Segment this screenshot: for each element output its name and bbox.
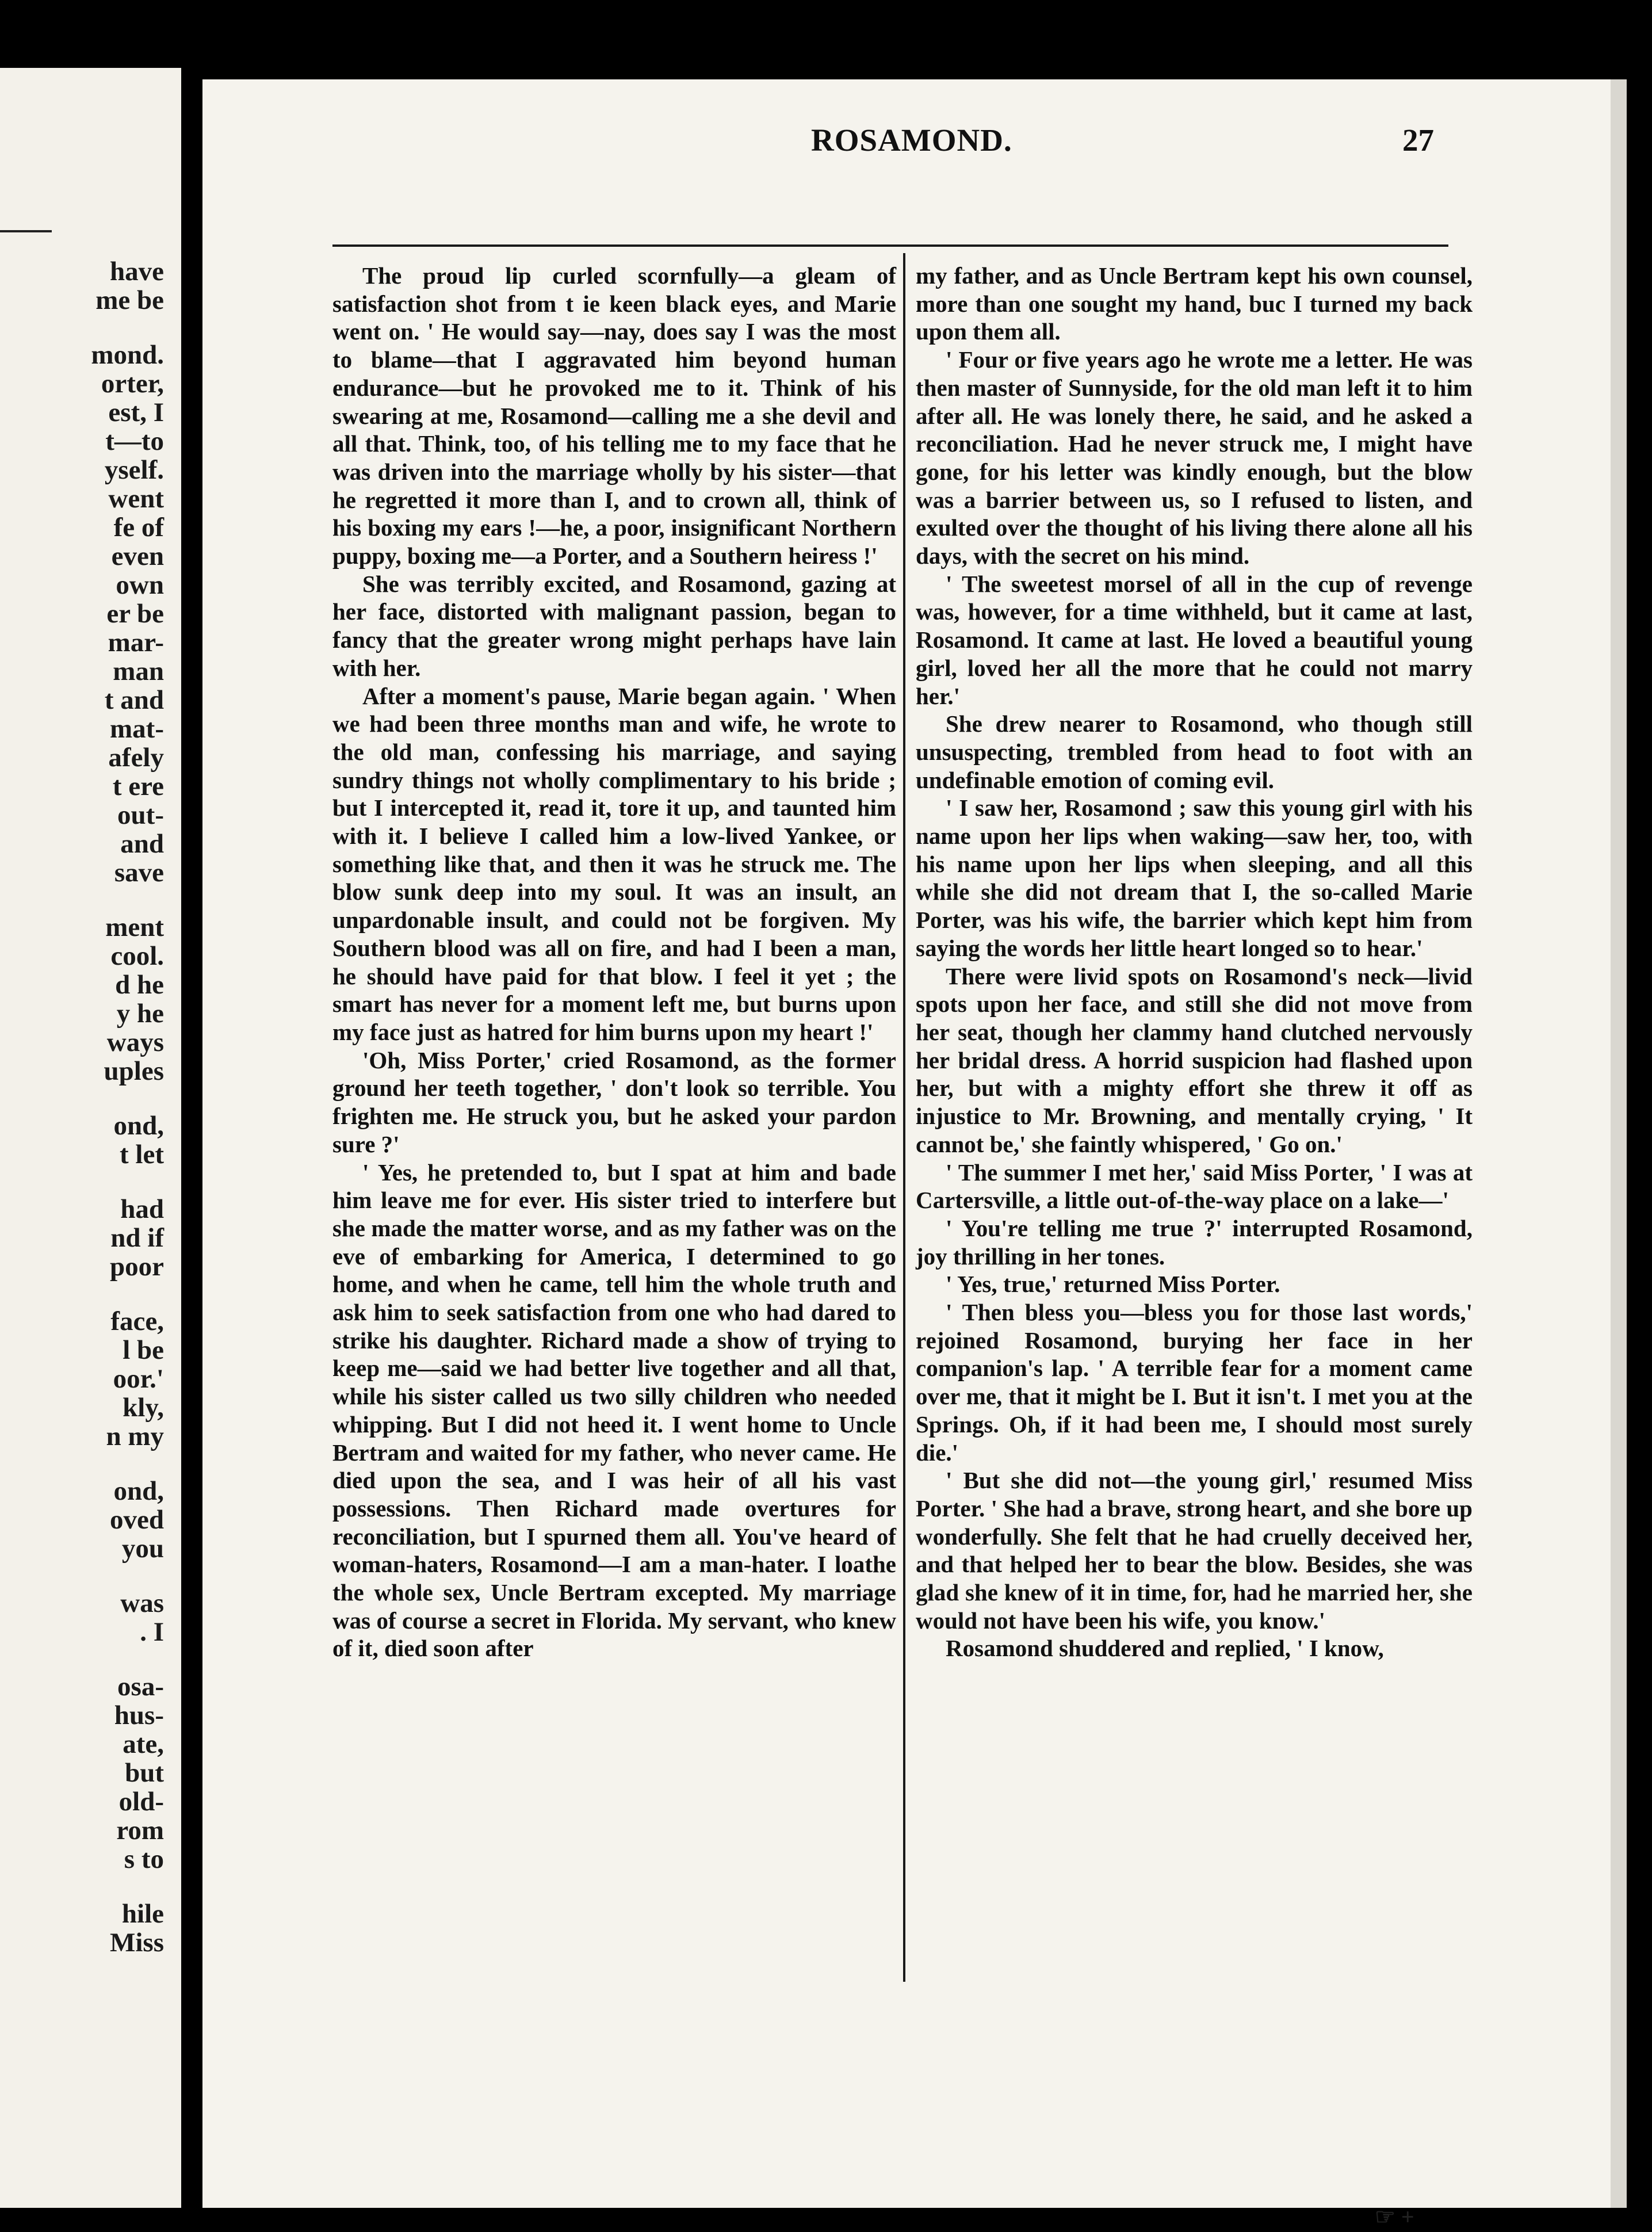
header-rule (332, 244, 1448, 247)
fragment-line: old- (118, 1787, 164, 1817)
paragraph: She drew nearer to Rosamond, who though still unsuspecting, trembled from head to foot with an undefinable emotion of coming evil. (916, 710, 1473, 793)
column-divider (903, 253, 905, 1982)
fragment-line: man (113, 656, 164, 686)
fragment-line: have (110, 257, 164, 286)
fragment-line: l be (123, 1335, 164, 1365)
fragment-line: t—to (105, 426, 164, 456)
fragment-line: cool. (110, 941, 164, 971)
fragment-line: s to (124, 1844, 164, 1874)
paragraph: After a moment's pause, Marie began again. ' When we had been three months man and wife, he wrote to the old man, confessing his marriage, and saying sundry things not wholly complimentary to his bride ; but I intercepted it, read it, tore it up, and taunted him with it. I believe I called him a low-lived Yankee, or something like that, and then it was he struck me. The blow sunk deep into my soul. It was an insult, an unpardonable insult, and could not be forgiven. My Southern blood was all on fire, and had I been a man, he should have paid for that blow. I feel it yet ; the smart has never for a moment left me, but burns upon my face just as hatred for him burns upon my heart !' (332, 682, 896, 1045)
fragment-line: mat- (110, 714, 164, 744)
fragment-line: rom (116, 1816, 164, 1845)
fragment-line: was (120, 1588, 164, 1618)
fragment-line: mar- (108, 628, 164, 658)
fragment-line: ment (105, 912, 164, 942)
fragment-line: ways (106, 1027, 164, 1057)
fragment-line: n my (106, 1421, 164, 1451)
fragment-line: save (114, 858, 164, 888)
paragraph: my father, and as Uncle Bertram kept his own counsel, more than one sought my hand, buc I turned my back upon them all. (916, 262, 1473, 345)
fragment-line: ond, (113, 1111, 164, 1141)
paragraph: ' Yes, he pretended to, but I spat at him and bade him leave me for ever. His sister tried to interfere but she made the matter worse, and as my father was on the eve of embarking for America, I determined to go home, and when he came, tell him the whole truth and ask him to seek satisfaction from one who had dared to strike his daughter. Richard made a show of trying to keep me—said we had better live together and all that, while his sister called us two silly children who needed whipping. But I did not heed it. I went home to Uncle Bertram and waited for my father, who never came. He died upon the sea, and I was heir of all his vast possessions. Then Richard made overtures for reconciliation, but I spurned them all. You've heard of woman-haters, Rosamond—I am a man-hater. I loathe the whole sex, Uncle Bertram excepted. My marriage was of course a secret in Florida. My servant, who knew of it, died soon after (332, 1159, 896, 1662)
text-column-left (332, 262, 896, 1662)
fragment-line: t ere (112, 771, 164, 801)
fragment-line: face, (110, 1306, 164, 1336)
paragraph: She was terribly excited, and Rosamond, gazing at her face, distorted with malignant passion, began to fancy that the greater wrong might perhaps have lain with her. (332, 570, 896, 681)
fragment-line: y he (116, 999, 164, 1029)
paragraph: ' Yes, true,' returned Miss Porter. (946, 1271, 1280, 1298)
fragment-line: d he (115, 970, 164, 1000)
fragment-line: osa- (117, 1672, 164, 1702)
fragment-line: me be (95, 285, 164, 315)
corner-mark: ☞ + (1375, 2204, 1414, 2230)
fragment-line: fe of (113, 513, 164, 542)
fragment-line: own (116, 570, 164, 600)
paragraph: ' But she did not—the young girl,' resumed Miss Porter. ' She had a brave, strong heart, and she bore up wonderfully. She felt that he had cruelly deceived her, and that helped her to bear the blow. Besides, she was glad she knew of it in time, for, had he married her, she would not have been his wife, you know.' (916, 1467, 1473, 1634)
facing-page-fragment (0, 68, 181, 2208)
paragraph: Rosamond shuddered and replied, ' I know, (946, 1635, 1384, 1662)
fragment-line: mond. (91, 340, 164, 370)
fragment-line: oved (110, 1505, 164, 1535)
paragraph: ' The sweetest morsel of all in the cup of revenge was, however, for a time withheld, but it came at last, Rosamond. It came at last. He loved a beautiful young girl, loved her all the more that he could not marry her.' (916, 570, 1473, 709)
fragment-line: out- (117, 800, 164, 830)
fragment-line: but (125, 1758, 164, 1788)
fragment-line: hile (121, 1899, 164, 1929)
page-edge (1611, 79, 1627, 2208)
fragment-line: . I (140, 1617, 164, 1647)
paragraph: 'Oh, Miss Porter,' cried Rosamond, as the former ground her teeth together, ' don't look so terrible. You frighten me. He struck you, but he asked your pardon sure ?' (332, 1046, 896, 1157)
paragraph: The proud lip curled scornfully—a gleam of satisfaction shot from t ie keen black eyes, and Marie went on. ' He would say—nay, does say I was the most to blame—that I aggravated him beyond human endurance—but he provoked me to it. Think of his swearing at me, Rosamond—calling me a she devil and all that. Think, too, of his telling me to my face that he was driven into the marriage wholly by his sister—that he regretted it more than I, and to crown all, think of his boxing my ears !—he, a poor, insignificant Northern puppy, boxing me—a Porter, and a Southern heiress !' (332, 262, 896, 570)
fragment-line: ate, (123, 1729, 164, 1759)
fragment-line: even (111, 541, 164, 571)
fragment-line: oor.' (113, 1364, 164, 1394)
fragment-line: poor (110, 1252, 164, 1282)
fragment-line: and (120, 829, 164, 859)
fragment-line: nd if (110, 1223, 164, 1253)
facing-page-rule (0, 230, 52, 232)
fragment-line: Miss (110, 1928, 164, 1958)
fragment-line: you (121, 1534, 164, 1564)
paragraph: There were livid spots on Rosamond's neck—livid spots upon her face, and still she did not move from her seat, though her clammy hand clutched nervously her bridal dress. A horrid suspicion had flashed upon her, but with a mighty effort she threw it off as injustice to Mr. Browning, and mentally crying, ' It cannot be,' she faintly whispered, ' Go on.' (916, 962, 1473, 1157)
fragment-line: er be (106, 599, 164, 629)
fragment-line: yself. (104, 455, 164, 485)
fragment-line: had (120, 1194, 164, 1224)
text-column-right (916, 262, 1473, 1662)
paragraph: ' Then bless you—bless you for those last words,' rejoined Rosamond, burying her face in her companion's lap. ' A terrible fear for a moment came over me, that it might be I. But it isn't. I met you at the Springs. Oh, if it had been me, I should most surely die.' (916, 1299, 1473, 1466)
fragment-line: hus- (114, 1700, 164, 1730)
running-head: ROSAMOND. (811, 123, 1012, 158)
fragment-line: afely (108, 743, 164, 773)
paragraph: ' You're telling me true ?' interrupted Rosamond, joy thrilling in her tones. (916, 1214, 1473, 1270)
fragment-line: kly, (123, 1393, 164, 1423)
page-number: 27 (1402, 123, 1434, 158)
fragment-line: ond, (113, 1476, 164, 1506)
paragraph: ' Four or five years ago he wrote me a letter. He was then master of Sunnyside, for the old man left it to him after all. He was lonely there, he said, and he asked a reconciliation. Had he never struck me, I might have gone, for his letter was kindly enough, but the blow was a barrier between us, so I refused to listen, and exulted over the thought of his living there alone all his days, with the secret on his mind. (916, 346, 1473, 570)
fragment-line: orter, (101, 369, 164, 399)
fragment-line: uples (104, 1056, 164, 1086)
fragment-line: went (108, 484, 164, 514)
fragment-line: t and (104, 685, 164, 715)
fragment-line: est, I (108, 398, 164, 427)
paragraph: ' I saw her, Rosamond ; saw this young girl with his name upon her lips when waking—saw her, too, with his name upon her lips when sleeping, and all this while she did not dream that I, the so-called Marie Porter, was his wife, the barrier which kept him from saying the words her little heart longed so to hear.' (916, 794, 1473, 961)
fragment-line: t let (120, 1140, 164, 1169)
paragraph: ' The summer I met her,' said Miss Porter, ' I was at Cartersville, a little out-of-the-way place on a lake—' (916, 1159, 1473, 1214)
